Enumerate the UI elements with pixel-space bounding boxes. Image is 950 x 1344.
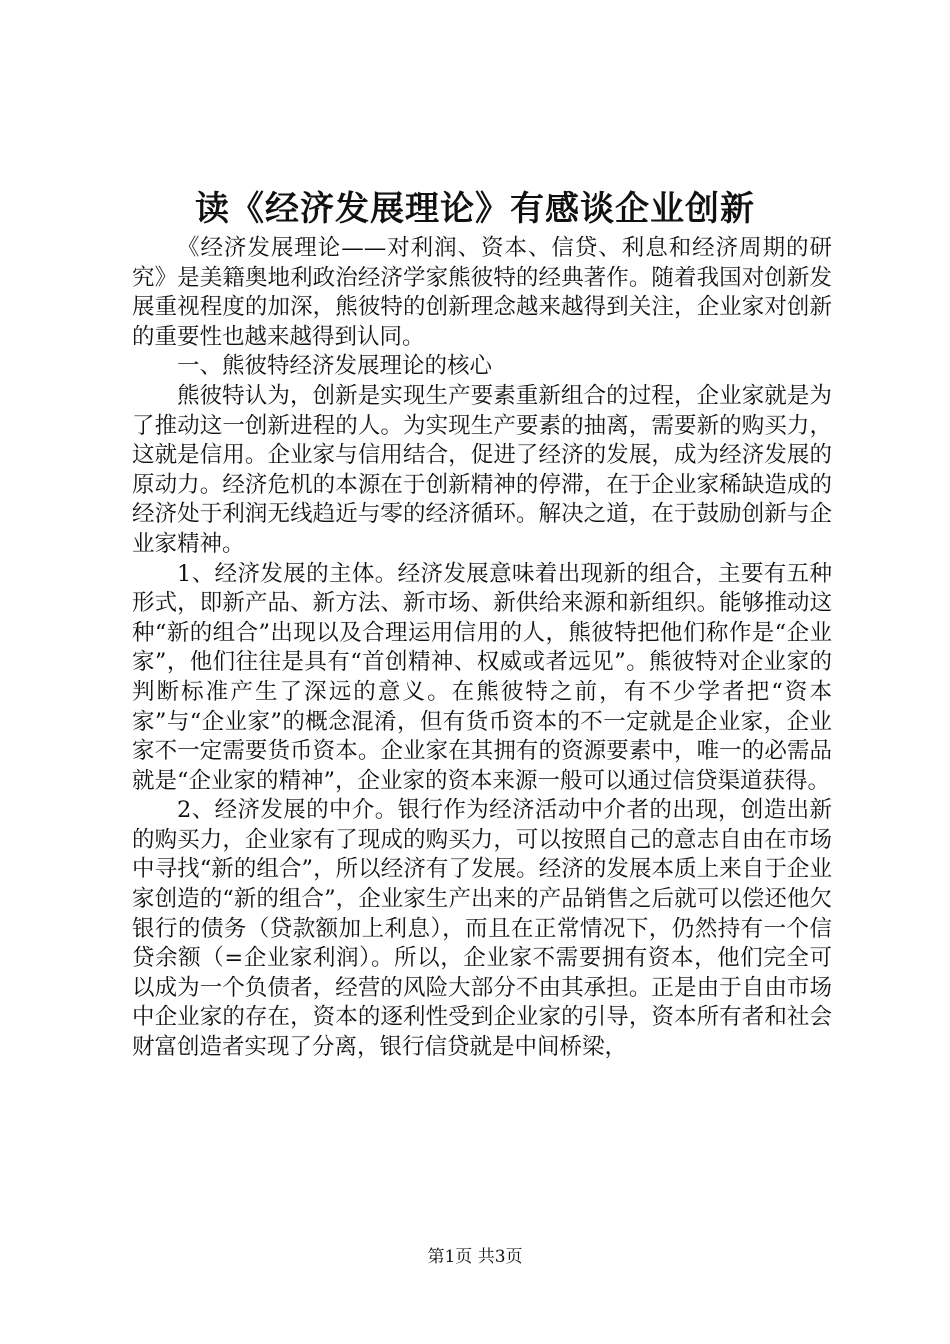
document-title: 读《经济发展理论》有感谈企业创新 — [195, 189, 755, 229]
section-heading-core-theory: 一、熊彼特经济发展理论的核心 — [177, 353, 493, 380]
paragraph-subject: 1、经济发展的主体。经济发展意味着出现新的组合，主要有五种形式，即新产品、新方法、新市场、新供给来源和新组织。能够推动这种“新的组合”出现以及合理运用信用的人，熊彼特把他们称作是“企业家”，他们往往是具有“首创精神、权威或者远见”。熊彼特对企业家的判断标准产生了深远的意义。在熊彼特之前，有不少学者把“资本家”与“企业家”的概念混淆，但有货币资本的不一定就是企业家，企业家不一定需要货币资本。企业家在其拥有的资源要素中，唯一的必需品就是“企业家的精神”，企业家的资本来源一般可以通过信贷渠道获得。 — [132, 560, 832, 794]
paragraph-intermediary: 2、经济发展的中介。银行作为经济活动中介者的出现，创造出新的购买力，企业家有了现成的购买力，可以按照自己的意志自由在市场中寻找“新的组合”，所以经济有了发展。经济的发展本质上来自于企业家创造的“新的组合”，企业家生产出来的产品销售之后就可以偿还他欠银行的债务（贷款额加上利息），而且在正常情况下，仍然持有一个信贷余额（=企业家利润）。所以，企业家不需要拥有资本，他们完全可以成为一个负债者，经营的风险大部分不由其承担。正是由于自由市场中企业家的存在，资本的逐利性受到企业家的引导，资本所有者和社会财富创造者实现了分离，银行信贷就是中间桥梁， — [132, 797, 832, 1061]
document-body — [132, 234, 832, 1063]
paragraph-innovation: 熊彼特认为，创新是实现生产要素重新组合的过程，企业家就是为了推动这一创新进程的人。为实现生产要素的抽离，需要新的购买力，这就是信用。企业家与信用结合，促进了经济的发展，成为经济发展的原动力。经济危机的本源在于创新精神的停滞，在于企业家稀缺造成的经济处于利润无线趋近与零的经济循环。解决之道，在于鼓励创新与企业家精神。 — [132, 382, 832, 557]
page-number-footer: 第1页 共3页 — [427, 1247, 523, 1267]
paragraph-intro: 《经济发展理论——对利润、资本、信贷、利息和经济周期的研究》是美籍奥地利政治经济学家熊彼特的经典著作。随着我国对创新发展重视程度的加深，熊彼特的创新理念越来越得到关注，企业家对创新的重要性也越来越得到认同。 — [132, 235, 832, 350]
